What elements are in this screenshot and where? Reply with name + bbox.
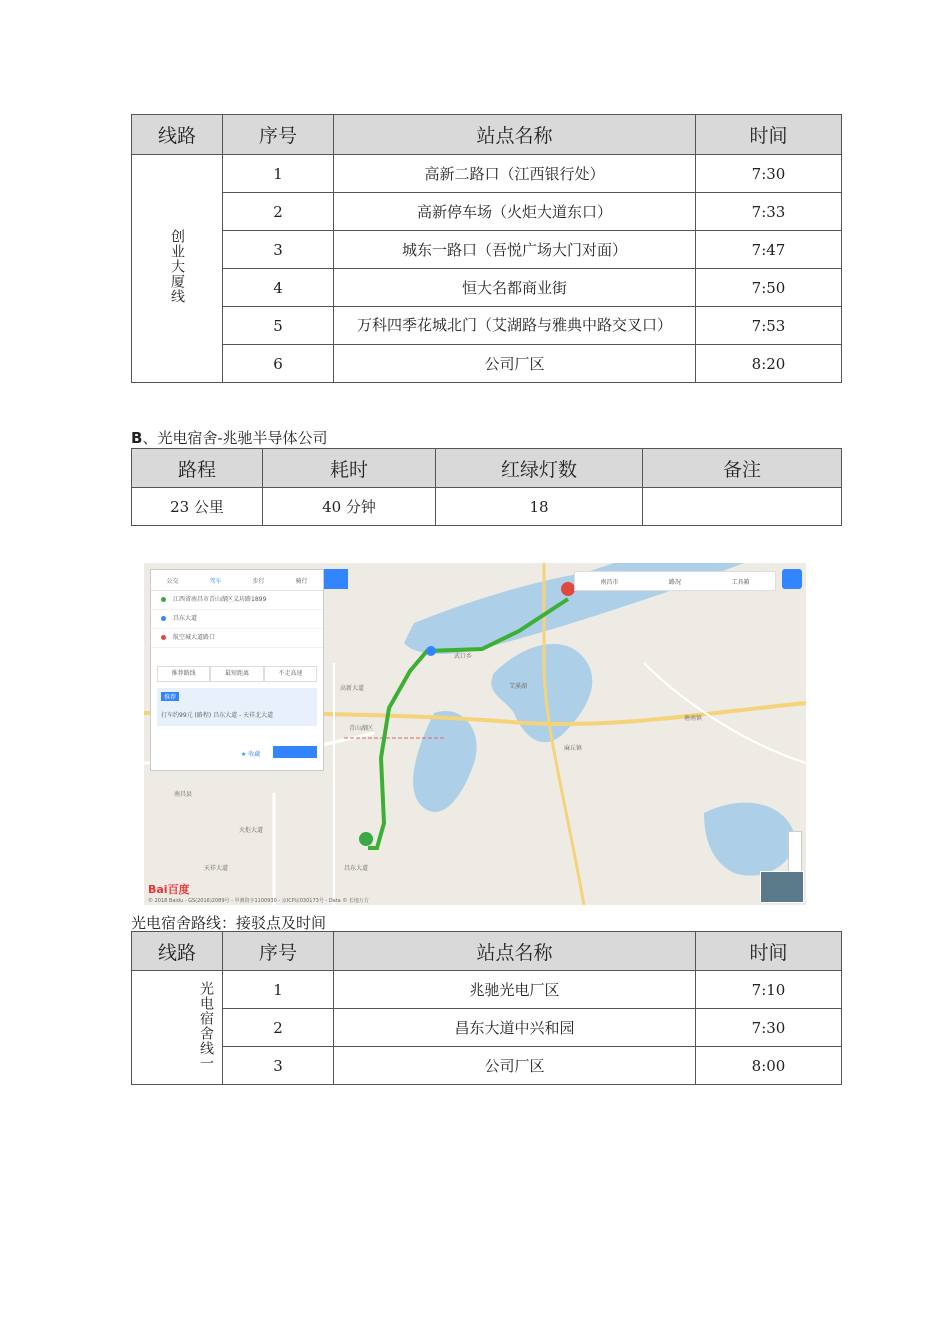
section-b-text: 、光电宿舍-兆驰半导体公司 xyxy=(142,429,328,447)
tab-walk[interactable]: 步行 xyxy=(252,577,265,585)
table-row xyxy=(132,488,842,526)
route-name-cell xyxy=(132,155,223,383)
row-station: 恒大名都商业街 xyxy=(334,269,696,307)
place-label: 艾溪湖 xyxy=(509,683,528,690)
result-info: 打车约99元 (路程) 昌东大道 - 天祥北大道 xyxy=(161,712,274,719)
header-route: 线路 xyxy=(132,932,223,971)
search-button[interactable] xyxy=(324,569,348,589)
row-no: 1 xyxy=(223,971,334,1009)
place-label: 塘南镇 xyxy=(684,715,703,722)
tab-ride[interactable]: 骑行 xyxy=(295,577,308,585)
via-point-field[interactable] xyxy=(151,610,323,629)
route-name-cell xyxy=(132,971,223,1085)
place-label: 高新大道 xyxy=(340,685,365,692)
row-time: 7:33 xyxy=(696,193,842,231)
place-label: 麻丘镇 xyxy=(564,745,583,752)
row-no: 1 xyxy=(223,155,334,193)
table-header-row xyxy=(132,449,842,488)
end-marker xyxy=(561,582,575,596)
start-point-field[interactable] xyxy=(151,591,323,610)
route-table-2 xyxy=(131,931,842,1085)
row-station: 兆驰光电厂区 xyxy=(334,971,696,1009)
waypoint-marker xyxy=(426,646,436,656)
row-station: 昌东大道中兴和园 xyxy=(334,1009,696,1047)
user-avatar-icon[interactable] xyxy=(782,569,802,589)
header-traffic-lights: 红绿灯数 xyxy=(436,449,643,488)
tab-drive[interactable]: 驾车 xyxy=(209,577,222,585)
route-search-panel xyxy=(150,569,324,771)
row-no: 3 xyxy=(223,1047,334,1085)
row-station: 万科四季花城北门（艾湖路与雅典中路交叉口） xyxy=(334,307,696,345)
favorite-button[interactable]: ★ 收藏 xyxy=(241,751,261,758)
option-recommended[interactable]: 推荐路线 xyxy=(157,666,210,682)
header-time: 时间 xyxy=(696,932,842,971)
distance-value: 23 公里 xyxy=(132,488,263,526)
table-row xyxy=(132,345,842,383)
start-dot-icon xyxy=(161,597,166,602)
start-point-text: 江西省南昌市青山湖区义坊路1899 xyxy=(173,596,267,603)
table-row xyxy=(132,269,842,307)
transport-tabs xyxy=(151,570,323,591)
reservoir-water xyxy=(704,803,794,876)
lake-water xyxy=(491,644,592,742)
result-tag: 推荐 xyxy=(161,692,179,701)
header-station: 站点名称 xyxy=(334,932,696,971)
row-no: 3 xyxy=(223,231,334,269)
row-no: 2 xyxy=(223,193,334,231)
map-toolbar xyxy=(574,571,776,591)
route-name: 创业大厦线 xyxy=(169,229,185,304)
row-station: 公司厂区 xyxy=(334,345,696,383)
place-label: 火炬大道 xyxy=(239,827,264,834)
remarks-value xyxy=(643,488,842,526)
map-caption: 光电宿舍路线：接驳点及时间 xyxy=(131,914,327,932)
place-label: 武口乡 xyxy=(454,653,473,660)
header-distance: 路程 xyxy=(132,449,263,488)
place-label: 昌东大道 xyxy=(344,865,369,872)
row-time: 7:10 xyxy=(696,971,842,1009)
row-no: 2 xyxy=(223,1009,334,1047)
route-map xyxy=(144,563,806,905)
table-header-row xyxy=(132,115,842,155)
row-time: 8:00 xyxy=(696,1047,842,1085)
duration-value: 40 分钟 xyxy=(263,488,436,526)
place-label: 天祥大道 xyxy=(204,865,229,872)
end-dot-icon xyxy=(161,635,166,640)
start-marker xyxy=(359,832,373,846)
via-dot-icon xyxy=(161,616,166,621)
row-station: 公司厂区 xyxy=(334,1047,696,1085)
navigate-button[interactable] xyxy=(273,746,317,758)
table-row xyxy=(132,307,842,345)
row-no: 4 xyxy=(223,269,334,307)
toolbox-button[interactable]: 工具箱 xyxy=(731,578,750,586)
city-selector[interactable]: 南昌市 xyxy=(600,578,619,586)
route-summary-table xyxy=(131,448,842,526)
header-no: 序号 xyxy=(223,932,334,971)
table-row xyxy=(132,1009,842,1047)
end-point-text: 航空城大道路口 xyxy=(173,634,216,641)
header-no: 序号 xyxy=(223,115,334,155)
table-row xyxy=(132,193,842,231)
row-no: 5 xyxy=(223,307,334,345)
header-station: 站点名称 xyxy=(334,115,696,155)
row-time: 7:30 xyxy=(696,155,842,193)
traffic-button[interactable]: 路况 xyxy=(668,578,681,586)
option-shortest[interactable]: 最短距离 xyxy=(210,666,263,682)
row-station: 城东一路口（吾悦广场大门对面） xyxy=(334,231,696,269)
traffic-lights-value: 18 xyxy=(436,488,643,526)
row-time: 8:20 xyxy=(696,345,842,383)
baidu-logo: Bai百度 xyxy=(148,883,190,896)
route-result[interactable] xyxy=(157,688,317,726)
section-b-prefix: B xyxy=(131,429,143,447)
row-station: 高新二路口（江西银行处） xyxy=(334,155,696,193)
header-route: 线路 xyxy=(132,115,223,155)
row-station: 高新停车场（火炬大道东口） xyxy=(334,193,696,231)
place-label: 青山湖区 xyxy=(349,725,374,732)
row-time: 7:50 xyxy=(696,269,842,307)
via-point-text: 昌东大道 xyxy=(173,615,198,622)
header-remarks: 备注 xyxy=(643,449,842,488)
lake-water-2 xyxy=(413,711,477,812)
row-no: 6 xyxy=(223,345,334,383)
end-point-field[interactable] xyxy=(151,629,323,648)
route-name: 光电宿舍线一 xyxy=(198,980,214,1071)
street-view-thumbnail[interactable] xyxy=(760,871,804,903)
table-row xyxy=(132,971,842,1009)
option-no-highway[interactable]: 不走高速 xyxy=(264,666,317,682)
place-label: 南昌县 xyxy=(174,791,193,798)
table-row xyxy=(132,1047,842,1085)
table-row xyxy=(132,231,842,269)
header-duration: 耗时 xyxy=(263,449,436,488)
table-header-row xyxy=(132,932,842,971)
row-time: 7:30 xyxy=(696,1009,842,1047)
map-copyright: © 2018 Baidu - GS(2016)2089号 - 甲测资字1100930 - 京ICP证030173号 - Data © 长地万方 xyxy=(148,898,369,904)
header-time: 时间 xyxy=(696,115,842,155)
table-row xyxy=(132,155,842,193)
row-time: 7:53 xyxy=(696,307,842,345)
route-options xyxy=(157,666,317,682)
route-table-1 xyxy=(131,114,842,383)
section-b-title xyxy=(131,427,328,448)
tab-bus[interactable]: 公交 xyxy=(166,577,179,585)
row-time: 7:47 xyxy=(696,231,842,269)
